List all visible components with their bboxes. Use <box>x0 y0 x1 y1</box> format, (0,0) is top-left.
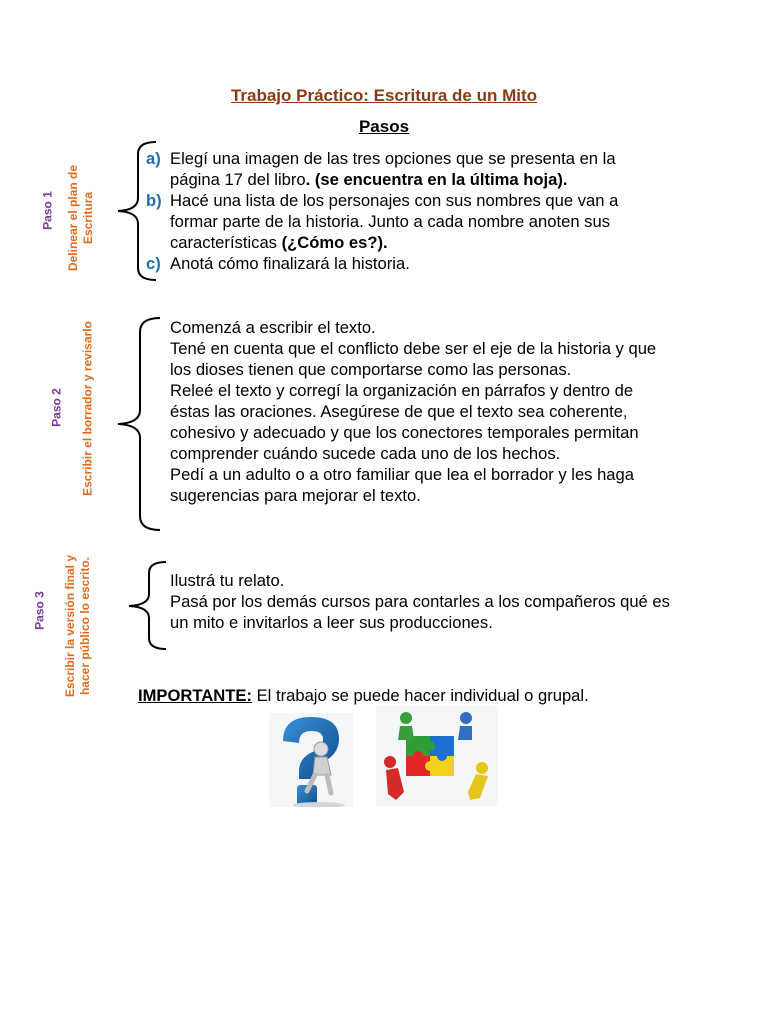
step3-paragraph: Ilustrá tu relato. <box>170 571 285 590</box>
question-mark-figure-image <box>269 713 353 807</box>
step2-paragraph: Comenzá a escribir el texto. <box>170 318 376 337</box>
important-label: IMPORTANTE: <box>138 686 252 705</box>
step2-paragraph: Pedí a un adulto o a otro familiar que lea el borrador y les haga sugerencias para mejorar el texto. <box>170 465 634 505</box>
page-title: Trabajo Práctico: Escritura de un Mito <box>230 86 538 105</box>
step3-brace <box>124 560 170 652</box>
step2-paragraph: Tené en cuenta que el conflicto debe ser el eje de la historia y que los dioses tienen que comportarse como las personas. <box>170 339 657 379</box>
step3-side-label <box>63 544 93 708</box>
step3-paragraph: Pasá por los demás cursos para contarles a los compañeros qué es un mito e invitarlos a leer sus producciones. <box>170 592 670 632</box>
step2-side-line-1: Escribir el borrador y revisarlo <box>80 321 95 496</box>
important-text: El trabajo se puede hacer individual o grupal. <box>252 686 589 705</box>
step3-side-line-2: hacer público lo escrito. <box>78 556 92 696</box>
item-text: Hacé una lista de los personajes con sus nombres que van a formar parte de la historia. Junto a cada nombre anoten sus características <box>170 191 619 252</box>
step3-paso-label: Paso 3 <box>32 591 47 630</box>
step1-side-line-2: Escritura <box>81 191 95 245</box>
step1-side-label <box>66 148 96 288</box>
item-bold-text: . (se encuentra en la última hoja). <box>305 170 568 189</box>
step2-side-label <box>81 314 96 504</box>
step1-side-line-1: Delinear el plan de <box>66 164 80 272</box>
step1-paso-label: Paso 1 <box>40 191 55 230</box>
item-marker: b) <box>146 191 162 210</box>
step2-paragraph: Releé el texto y corregí la organización en párrafos y dentro de éstas las oraciones. Asegúrese de que el texto sea coherente, cohesivo y adecuado y que los conectores temporales permitan comprender cuándo sucede cada uno de los hechos. <box>170 381 639 463</box>
item-bold-text: (¿Cómo es?). <box>281 233 388 252</box>
step2-body <box>170 317 670 506</box>
item-text: Elegí una imagen de las tres opciones que se presenta en la página 17 del libro <box>170 149 616 189</box>
step1-item-b <box>146 190 666 253</box>
important-note <box>138 686 589 706</box>
step2-paso-label: Paso 2 <box>49 388 64 427</box>
item-marker: a) <box>146 149 161 168</box>
step1-item-c <box>146 253 666 274</box>
step1-item-a <box>146 148 666 190</box>
item-text: Anotá cómo finalizará la historia. <box>170 254 410 273</box>
step3-side-line-1: Escribir la versión final y <box>63 554 77 698</box>
page-subtitle: Pasos <box>358 117 410 136</box>
step3-body <box>170 570 670 633</box>
puzzle-teamwork-figures-image <box>376 706 498 806</box>
item-marker: c) <box>146 254 161 273</box>
step1-list <box>146 148 666 274</box>
step2-brace <box>112 316 164 532</box>
